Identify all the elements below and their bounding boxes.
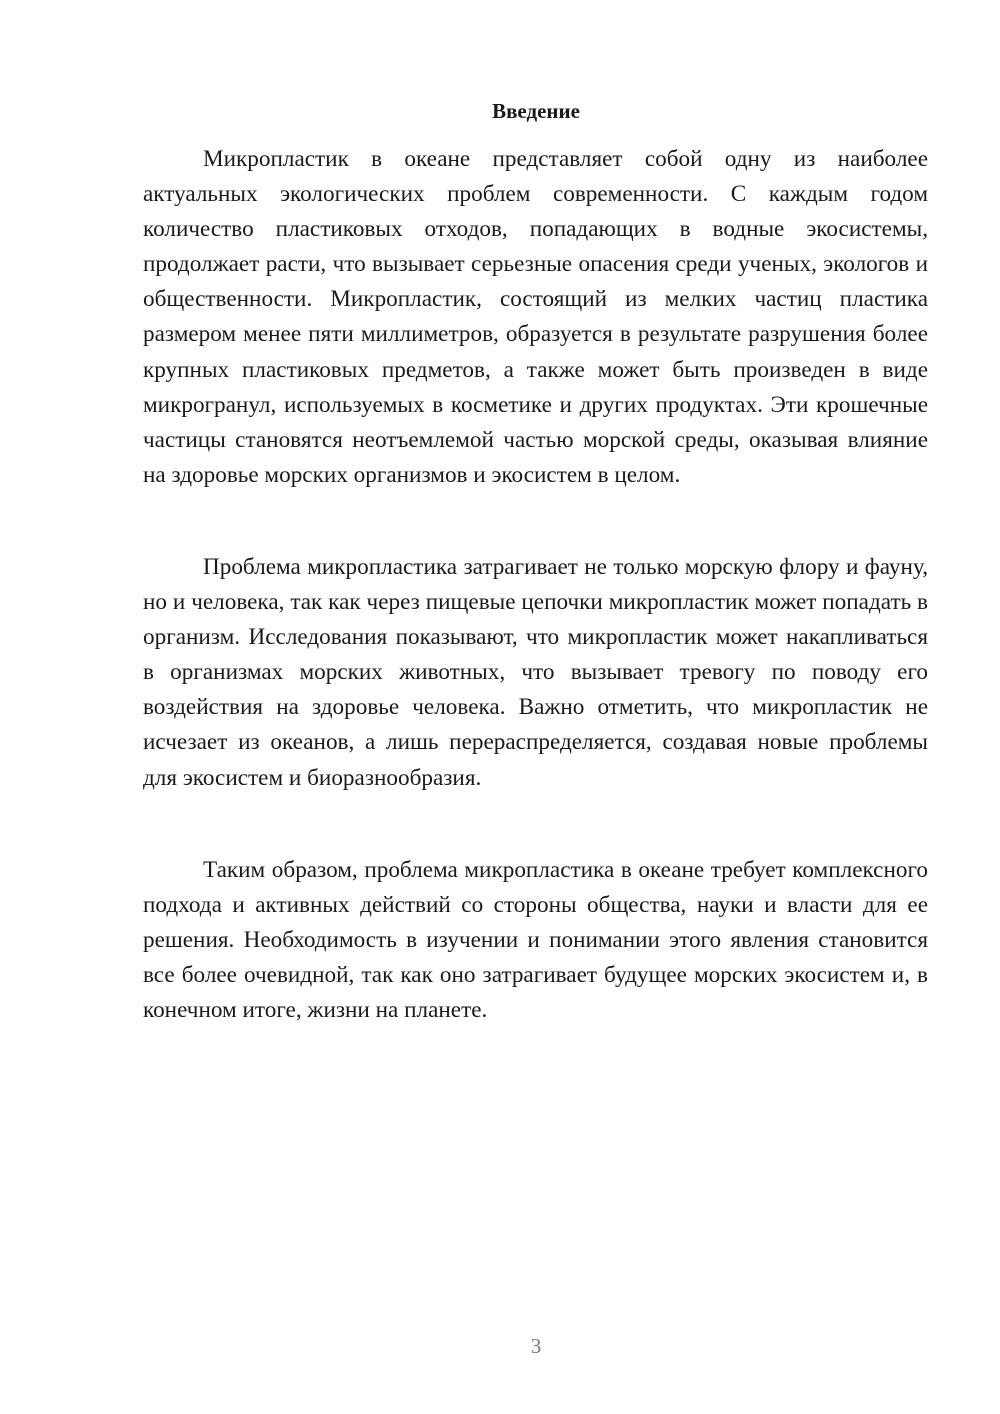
page-number: 3 [530, 1334, 542, 1358]
paragraph: Микропластик в океане представляет собой одну из наиболее актуальных экологических проблем современности. С каждым годом количество пластиковых отходов, попадающих в водные экосистемы, продолжает расти, что вызывает серьезные опасения среди ученых, экологов и общественности. Микропластик, состоящий из мелких частиц пластика размером менее пяти миллиметров, образуется в результате разрушения более крупных пластиковых предметов, а также может быть произведен в виде микрогранул, используемых в косметике и других продуктах. Эти крошечные частицы становятся неотъемлемой частью морской среды, оказывая влияние на здоровье морских организмов и экосистем в целом. [143, 146, 928, 488]
paragraph-3-container [143, 853, 928, 1028]
paragraph: Проблема микропластика затрагивает не только морскую флору и фауну, но и человека, так как через пищевые цепочки микропластик может попадать в организм. Исследования показывают, что микропластик может накапливаться в организмах морских животных, что вызывает тревогу по поводу его воздействия на здоровье человека. Важно отметить, что микропластик не исчезает из океанов, а лишь перераспределяется, создавая новые проблемы для экосистем и биоразнообразия. [143, 554, 928, 791]
paragraph-1-container [143, 142, 928, 493]
paragraph-2-container [143, 550, 928, 796]
paragraph: Таким образом, проблема микропластика в океане требует комплексного подхода и активных действий со стороны общества, науки и власти для ее решения. Необходимость в изучении и понимании этого явления становится все более очевидной, так как оно затрагивает будущее морских экосистем и, в конечном итоге, жизни на планете. [143, 857, 928, 1024]
section-heading: Введение [492, 99, 580, 123]
